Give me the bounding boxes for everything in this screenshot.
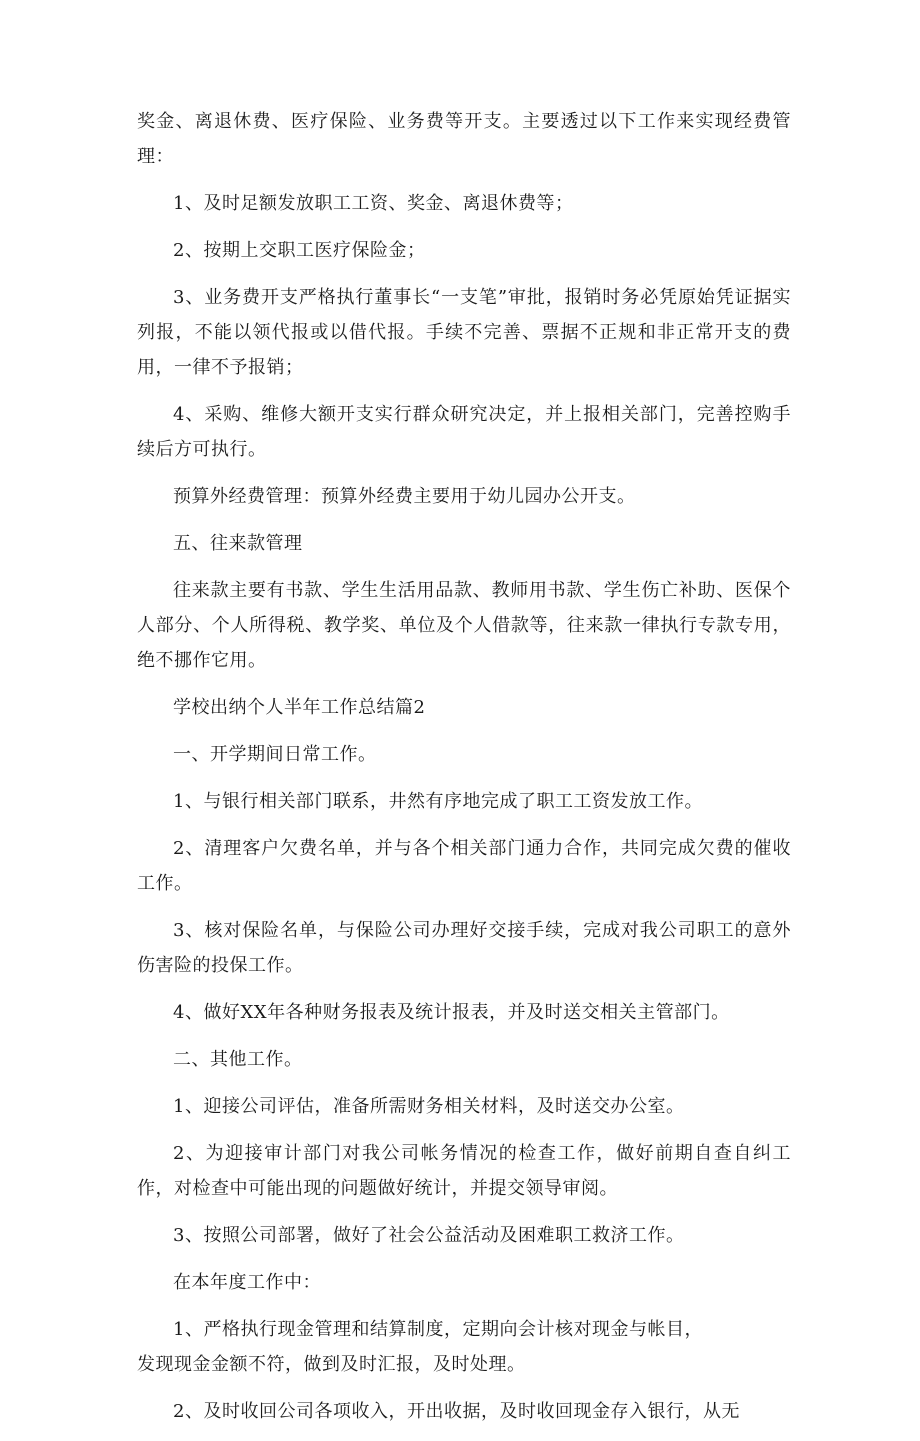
paragraph-4: 3、业务费开支严格执行董事长“一支笔”审批，报销时务必凭原始凭证据实列报，不能以领代报或以借代报。手续不完善、票据不正规和非正常开支的费用，一律不予报销； (137, 287, 791, 378)
document-body (137, 104, 791, 1441)
paragraph-2: 1、及时足额发放职工工资、奖金、离退休费等； (173, 193, 574, 214)
paragraph-8: 往来款主要有书款、学生生活用品款、教师用书款、学生伤亡补助、医保个人部分、个人所得税、教学奖、单位及个人借款等，往来款一律执行专款专用，绝不挪作它用。 (137, 580, 791, 671)
paragraph-18: 3、按照公司部署，做好了社会公益活动及困难职工救济工作。 (173, 1225, 685, 1246)
paragraph-11: 1、与银行相关部门联系，井然有序地完成了职工工资发放工作。 (173, 791, 703, 812)
paragraph-5: 4、采购、维修大额开支实行群众研究决定，并上报相关部门，完善控购手续后方可执行。 (137, 404, 791, 460)
paragraph-1: 奖金、离退休费、医疗保险、业务费等开支。主要透过以下工作来实现经费管理： (137, 111, 791, 167)
section-heading-5: 五、往来款管理 (173, 533, 303, 554)
section-heading-1: 一、开学期间日常工作。 (173, 744, 377, 765)
article-title: 学校出纳个人半年工作总结篇2 (173, 697, 426, 718)
paragraph-17: 2、为迎接审计部门对我公司帐务情况的检查工作，做好前期自查自纠工作，对检查中可能出现的问题做好统计，并提交领导审阅。 (137, 1143, 791, 1199)
paragraph-16: 1、迎接公司评估，准备所需财务相关材料，及时送交办公室。 (173, 1096, 685, 1117)
paragraph-3: 2、按期上交职工医疗保险金； (173, 240, 426, 261)
paragraph-20-line-1: 1、严格执行现金管理和结算制度，定期向会计核对现金与帐目， (173, 1319, 703, 1340)
paragraph-20-line-2: 发现现金金额不符，做到及时汇报，及时处理。 (137, 1354, 526, 1375)
paragraph-12: 2、清理客户欠费名单，并与各个相关部门通力合作，共同完成欠费的催收工作。 (137, 838, 791, 894)
paragraph-19: 在本年度工作中： (173, 1272, 321, 1293)
paragraph-21: 2、及时收回公司各项收入，开出收据，及时收回现金存入银行，从无 (173, 1401, 740, 1422)
paragraph-20 (137, 1312, 791, 1382)
paragraph-6: 预算外经费管理：预算外经费主要用于幼儿园办公开支。 (173, 486, 636, 507)
section-heading-2: 二、其他工作。 (173, 1049, 303, 1070)
paragraph-13: 3、核对保险名单，与保险公司办理好交接手续，完成对我公司职工的意外伤害险的投保工作。 (137, 920, 791, 976)
paragraph-14: 4、做好XX年各种财务报表及统计报表，并及时送交相关主管部门。 (173, 1002, 730, 1023)
